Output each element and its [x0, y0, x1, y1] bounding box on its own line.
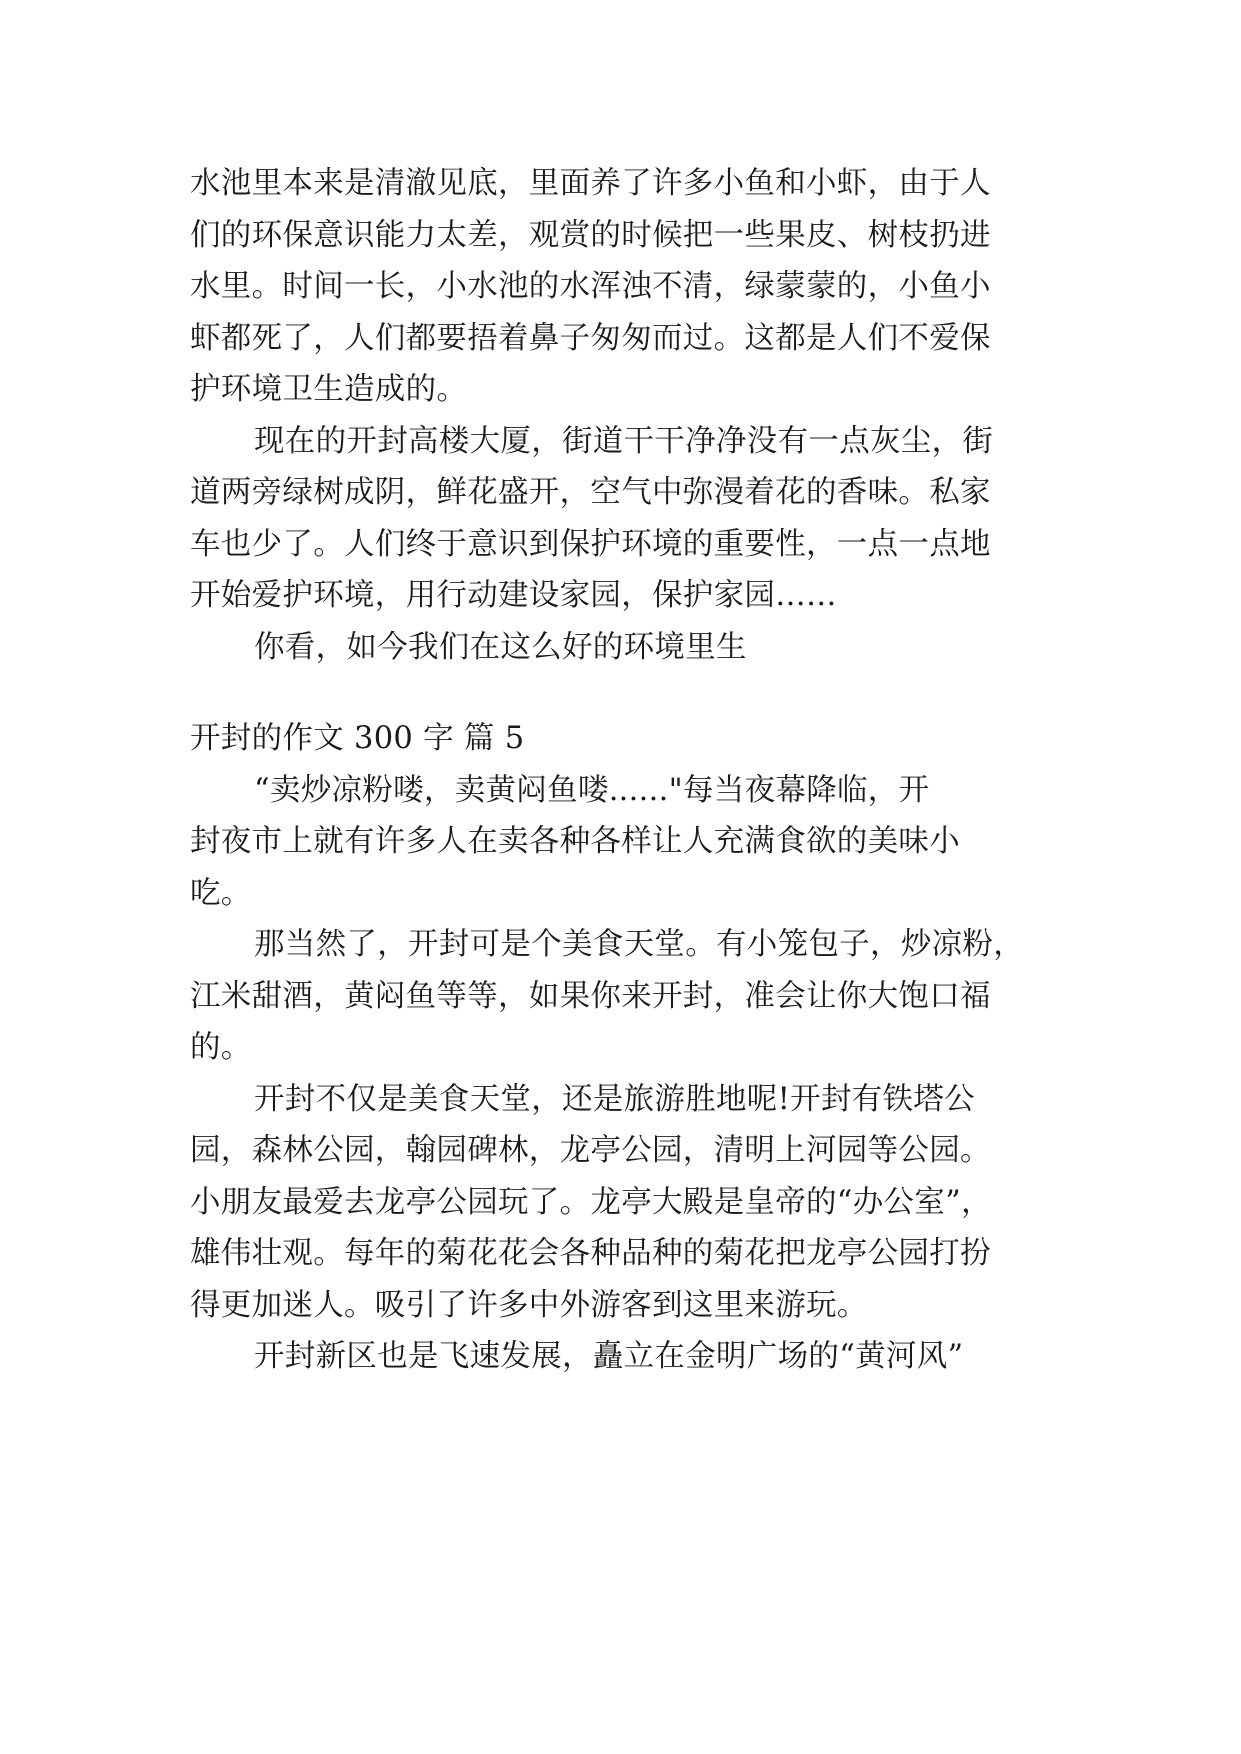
paragraph: [190, 1331, 1050, 1383]
text-line: 吃。: [190, 875, 252, 911]
section-gap: [190, 673, 1050, 713]
section-heading: 开封的作文 300 字 篇 5: [190, 721, 525, 756]
text-line: 开始爱护环境，用行动建设家园，保护家园……: [190, 578, 837, 613]
text-line: 护环境卫生造成的。: [190, 372, 468, 407]
text-line: 们的环保意识能力太差，观赏的时候把一些果皮、树枝扔进: [190, 217, 991, 253]
text-line: 开封新区也是飞速发展，矗立在金明广场的“黄河风”: [254, 1339, 964, 1374]
paragraph: [190, 765, 1050, 920]
text-line: 小朋友最爱去龙亭公园玩了。龙亭大殿是皇帝的“办公室”，: [190, 1184, 992, 1220]
document-body: [190, 158, 1050, 1383]
text-line: 那当然了，开封可是个美食天堂。有小笼包子，炒凉粉，: [254, 927, 1024, 962]
text-line: 封夜市上就有许多人在卖各种各样让人充满食欲的美味小: [190, 824, 960, 859]
text-line: 江米甜酒，黄闷鱼等等，如果你来开封，准会让你大饱口福: [190, 978, 991, 1014]
text-line: 开封不仅是美食天堂，还是旅游胜地呢!开封有铁塔公: [254, 1081, 975, 1117]
text-line: 道两旁绿树成阴，鲜花盛开，空气中弥漫着花的香味。私家: [190, 475, 991, 510]
text-line: 的。: [190, 1030, 252, 1065]
text-line: 园，森林公园，翰园碑林，龙亭公园，清明上河园等公园。: [190, 1133, 991, 1168]
paragraph: [190, 158, 1050, 416]
text-line: “卖炒凉粉喽，卖黄闷鱼喽......"每当夜幕降临，开: [254, 772, 930, 808]
paragraph: [190, 416, 1050, 622]
text-line: 雄伟壮观。每年的菊花花会各种品种的菊花把龙亭公园打扮: [190, 1236, 991, 1271]
text-line: 水池里本来是清澈见底，里面养了许多小鱼和小虾，由于人: [190, 166, 991, 201]
text-line: 车也少了。人们终于意识到保护环境的重要性，一点一点地: [190, 526, 991, 562]
text-line: 水里。时间一长，小水池的水浑浊不清，绿蒙蒙的，小鱼小: [190, 269, 991, 304]
text-line: 现在的开封高楼大厦，街道干干净净没有一点灰尘，街: [254, 423, 994, 459]
text-line: 得更加迷人。吸引了许多中外游客到这里来游玩。: [190, 1287, 868, 1323]
text-line: 虾都死了，人们都要捂着鼻子匆匆而过。这都是人们不爱保: [190, 320, 991, 356]
paragraph: [190, 919, 1050, 1074]
paragraph: [190, 1074, 1050, 1332]
paragraph: [190, 622, 1050, 674]
text-line: 你看，如今我们在这么好的环境里生: [254, 629, 747, 665]
